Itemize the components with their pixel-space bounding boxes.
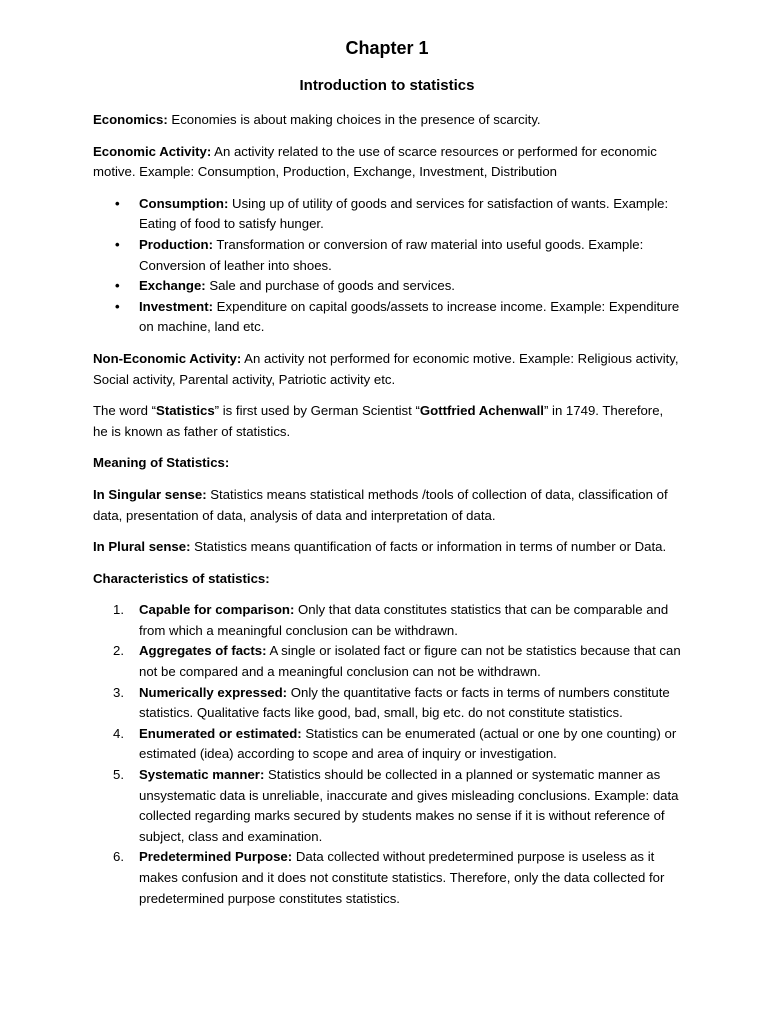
meaning-heading: Meaning of Statistics: [93, 455, 230, 471]
singular-sense-text: Statistics means statistical methods /tools of collection of data, classification of data, presentation of data, analysis of data and interpretation of data. [93, 486, 668, 523]
item-number: 5. [113, 767, 124, 783]
origin-text-part3: ” in 1749. Therefore, he is known as father of statistics. [93, 403, 664, 439]
item-text: A single or isolated fact or figure can not be statistics because that can not be compared and a meaningful conclusion can not be withdrawn. [139, 643, 681, 680]
section-title: Introduction to statistics [299, 77, 475, 94]
list-item [93, 235, 681, 276]
chapter-title: Chapter 1 [345, 38, 429, 58]
list-item [93, 194, 681, 235]
characteristics-heading: Characteristics of statistics: [93, 570, 270, 586]
bullet-text: Sale and purchase of goods and services. [205, 278, 455, 294]
bullet-term: Investment: [139, 298, 214, 314]
item-number: 2. [113, 643, 124, 659]
list-item [93, 297, 681, 338]
item-term: Predetermined Purpose: [139, 849, 293, 865]
non-economic-activity-text: An activity not performed for economic motive. Example: Religious activity, Social activity, Parental activity, Patriotic activity etc. [93, 350, 679, 387]
list-item [93, 847, 681, 909]
economic-activity-text: An activity related to the use of scarce resources or performed for economic motive. Example: Consumption, Production, Exchange, Investment, Distribution [93, 143, 657, 180]
list-item [93, 724, 681, 765]
activity-bullet-list [93, 194, 681, 338]
economic-activity-definition [93, 142, 681, 183]
document-page [93, 36, 681, 909]
item-term: Numerically expressed: [139, 684, 288, 700]
non-economic-activity-term: Non-Economic Activity: [93, 350, 242, 366]
item-number: 1. [113, 602, 124, 618]
item-term: Capable for comparison: [139, 602, 295, 618]
plural-sense-term: In Plural sense: [93, 539, 191, 555]
bullet-term: Production: [139, 236, 213, 252]
bullet-term: Exchange: [139, 278, 206, 294]
economics-definition [93, 110, 681, 131]
list-item [93, 600, 681, 641]
bullet-term: Consumption: [139, 195, 229, 211]
item-term: Systematic manner: [139, 767, 265, 783]
origin-text-part2: ” is first used by German Scientist “ [214, 403, 420, 419]
item-number: 3. [113, 684, 124, 700]
list-item [93, 683, 681, 724]
list-item [93, 276, 681, 297]
item-text: Only the quantitative facts or facts in terms of numbers constitute statistics. Qualitative facts like good, bad, small, big etc. do not constitute statistics. [139, 684, 670, 721]
origin-text-part1: The word “ [93, 403, 157, 419]
item-text: Data collected without predetermined purpose is useless as it makes confusion and it does not constitute statistics. Therefore, only the data collected for predetermined purpose constitutes statistics. [139, 849, 665, 906]
plural-sense-definition [93, 537, 681, 558]
non-economic-activity-definition [93, 349, 681, 390]
singular-sense-definition [93, 485, 681, 526]
bullet-text: Expenditure on capital goods/assets to increase income. Example: Expenditure on machine, land etc. [139, 298, 680, 335]
singular-sense-term: In Singular sense: [93, 486, 207, 502]
bullet-text: Transformation or conversion of raw material into useful goods. Example: Conversion of leather into shoes. [139, 236, 644, 273]
economics-term: Economics: [93, 112, 168, 127]
characteristics-numbered-list [93, 600, 681, 909]
origin-bold-statistics: Statistics [156, 403, 215, 419]
origin-bold-achenwall: Gottfried Achenwall [419, 403, 544, 419]
bullet-icon: • [115, 195, 120, 211]
item-text: Statistics should be collected in a planned or systematic manner as unsystematic data is unreliable, inaccurate and gives misleading conclusions. Example: data collected regarding marks secured by students makes no sense if it is without reference of subject, class and examination. [139, 767, 679, 844]
statistics-origin-paragraph [93, 401, 681, 442]
bullet-icon: • [115, 278, 120, 294]
economic-activity-term: Economic Activity: [93, 143, 212, 159]
plural-sense-text: Statistics means quantification of facts or information in terms of number or Data. [190, 539, 667, 555]
economics-text: Economies is about making choices in the presence of scarcity. [167, 112, 541, 127]
bullet-icon: • [115, 298, 120, 314]
list-item [93, 641, 681, 682]
bullet-icon: • [115, 236, 120, 252]
item-text: Only that data constitutes statistics that can be comparable and from which a meaningful conclusion can be withdrawn. [139, 602, 669, 638]
item-number: 4. [113, 725, 124, 741]
item-term: Aggregates of facts: [139, 643, 267, 659]
item-number: 6. [113, 849, 124, 865]
bullet-text: Using up of utility of goods and services for satisfaction of wants. Example: Eating of food to satisfy hunger. [139, 195, 669, 232]
item-text: Statistics can be enumerated (actual or one by one counting) or estimated (idea) according to scope and area of inquiry or investigation. [139, 725, 677, 762]
list-item [93, 765, 681, 847]
item-term: Enumerated or estimated: [139, 725, 302, 741]
